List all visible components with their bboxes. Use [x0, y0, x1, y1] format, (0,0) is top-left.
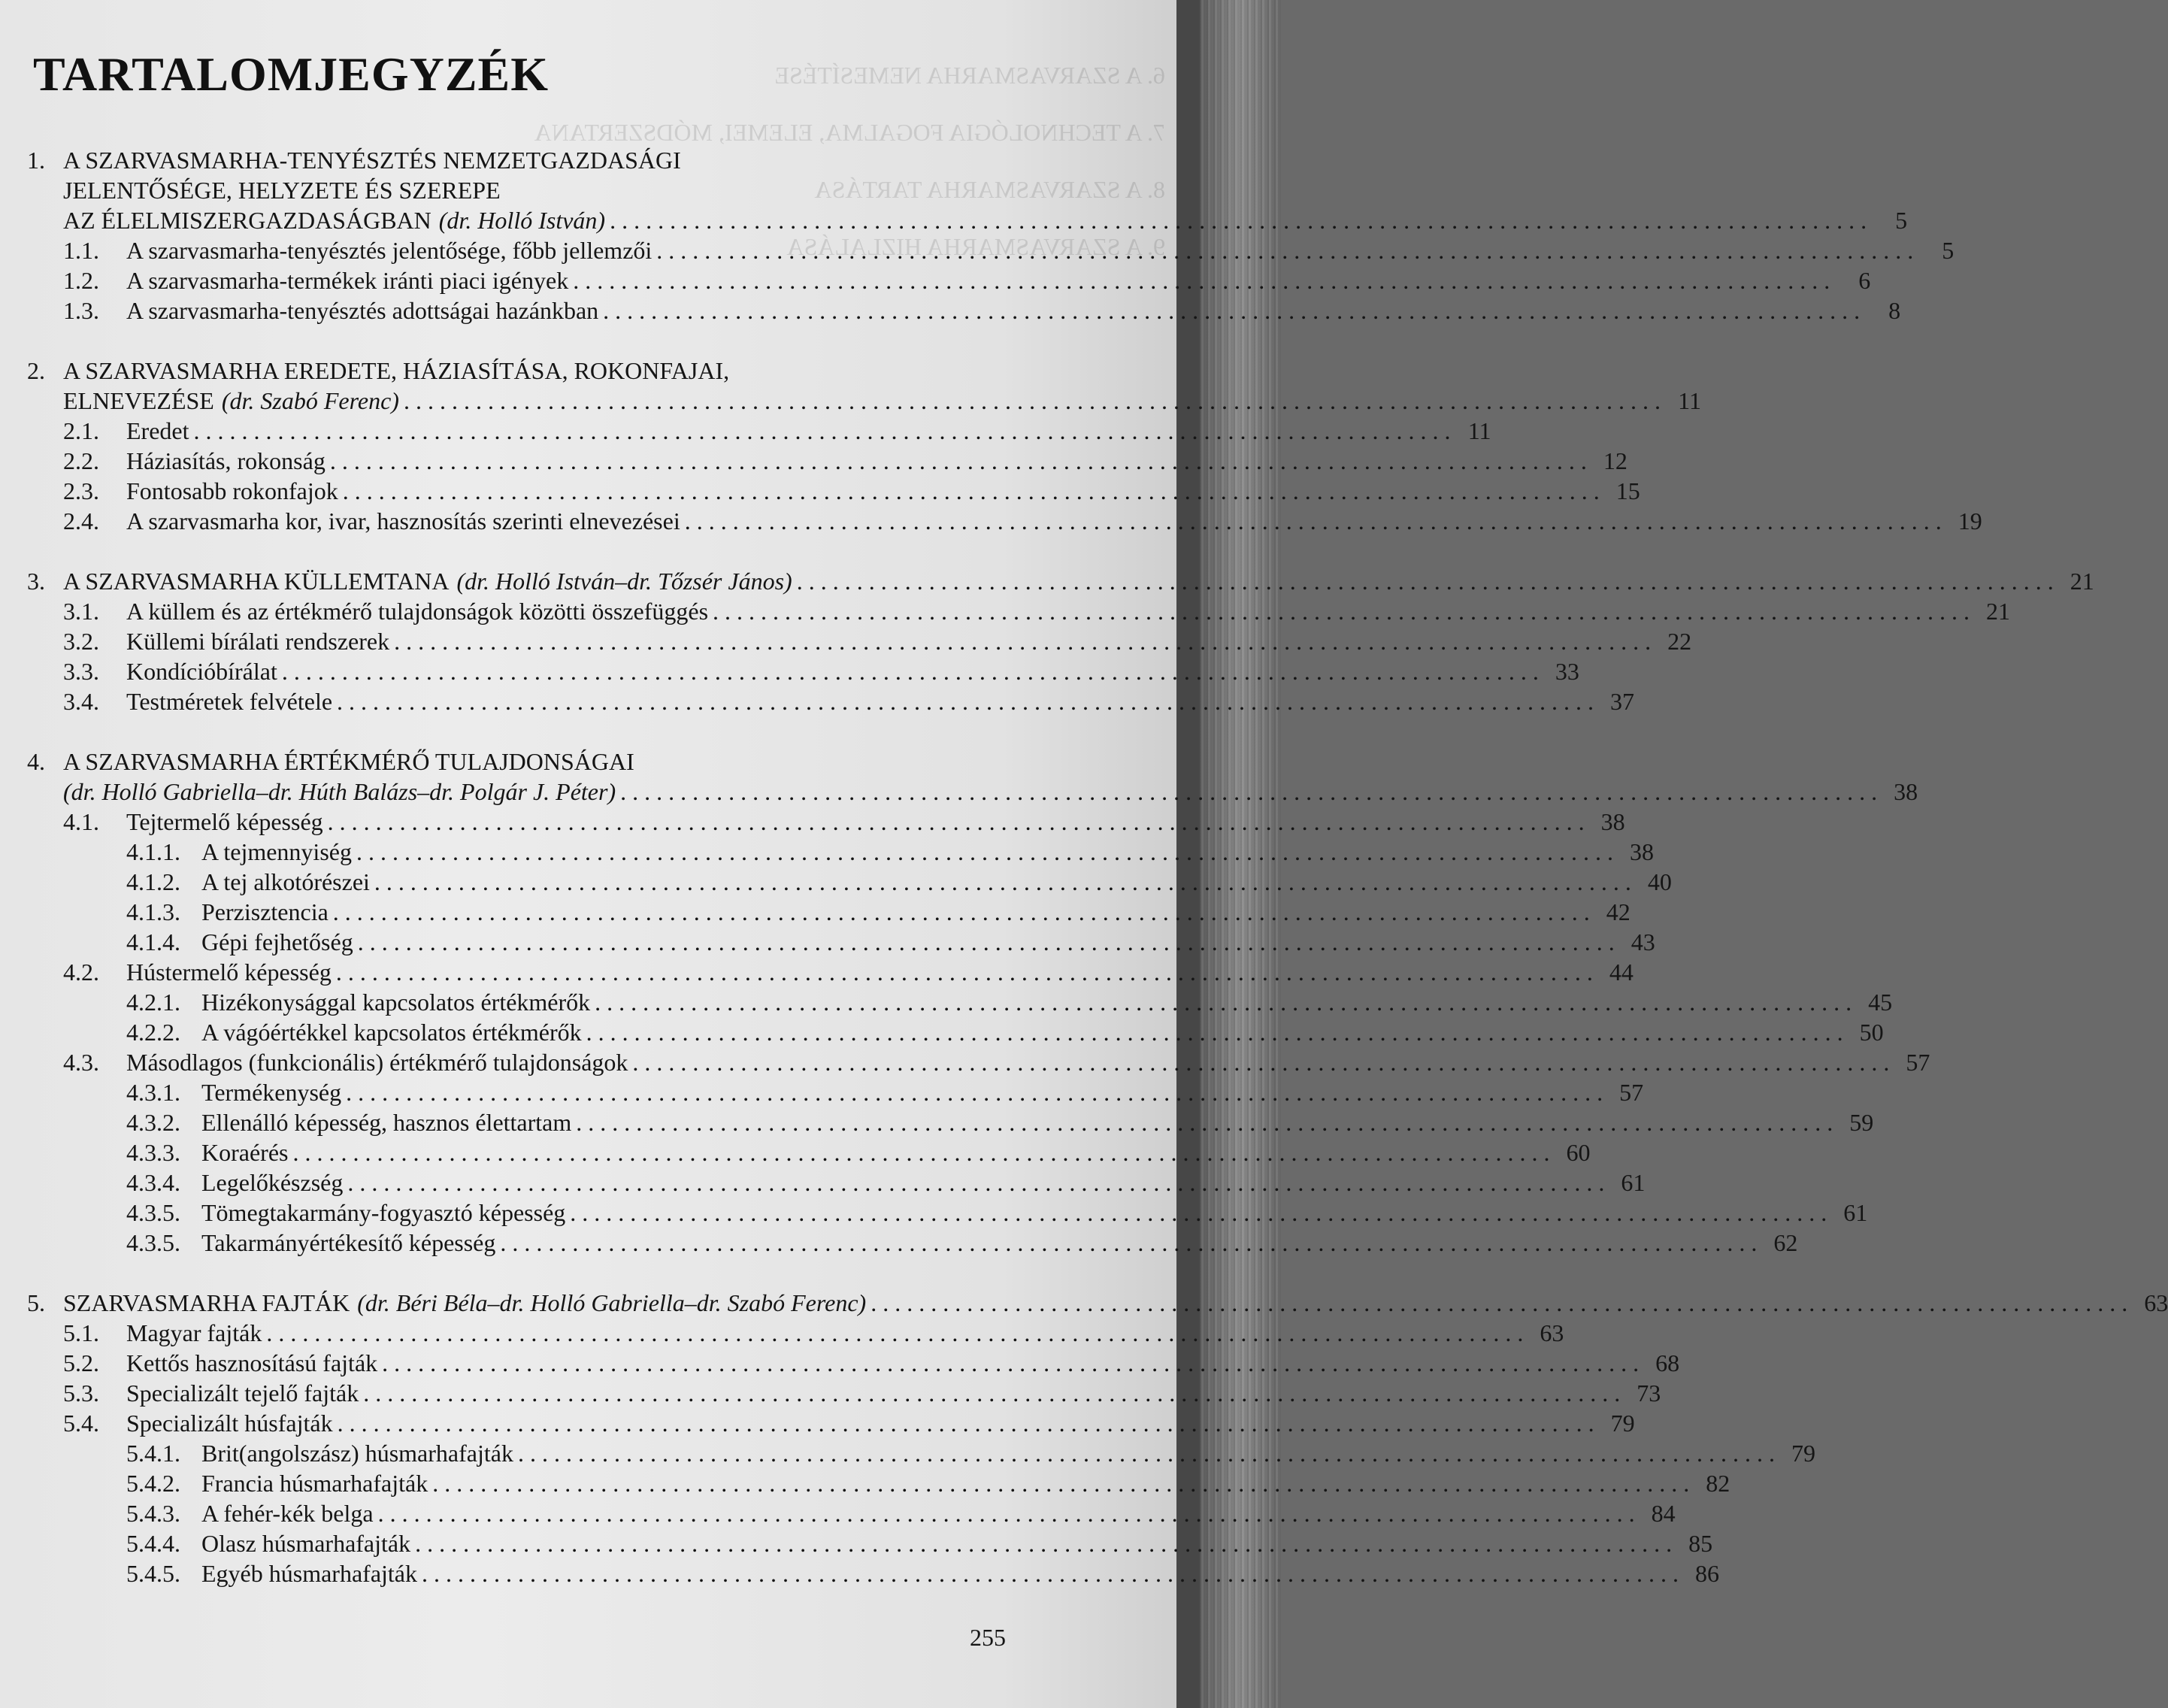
- entry-number: 5.4.5.: [126, 1560, 180, 1587]
- entry-page: 57: [1906, 1049, 1930, 1076]
- toc-entry: [27, 656, 1579, 686]
- entry-page: 85: [1688, 1530, 1713, 1557]
- toc-entry: [27, 235, 1955, 265]
- toc-entry: [27, 506, 1982, 536]
- entry-text: Másodlagos (funkcionális) értékmérő tulajdonságok: [126, 1049, 628, 1076]
- entry-text: Kondícióbírálat: [126, 658, 277, 685]
- entry-text: A szarvasmarha kor, ivar, hasznosítás szerinti elnevezései: [126, 507, 680, 535]
- entry-text: A tej alkotórészei: [201, 868, 370, 895]
- entry-text: Tejtermelő képesség: [126, 808, 323, 835]
- entry-page: 86: [1695, 1560, 1719, 1587]
- entry-text: Ellenálló képesség, hasznos élettartam: [201, 1109, 572, 1136]
- toc-entry: [27, 957, 1634, 987]
- chapter-section: [27, 746, 1930, 1258]
- chapter-page: 63: [2144, 1289, 2168, 1316]
- entry-page: 63: [1540, 1319, 1564, 1346]
- toc-entry: [27, 686, 1635, 716]
- chapter-title-line: JELENTŐSÉGE, HELYZETE ÉS SZEREPE: [63, 177, 501, 204]
- dot-leader: [586, 1017, 1843, 1047]
- entry-number: 4.1.1.: [126, 838, 180, 865]
- entry-number: 4.2.: [63, 958, 99, 986]
- entry-page: 37: [1610, 688, 1635, 715]
- dot-leader: [432, 1468, 1689, 1498]
- entry-number: 4.1.: [63, 808, 99, 835]
- show-through-line: 9. A SZARVASMARHA HIZLALÁSA: [786, 233, 1165, 260]
- entry-page: 45: [1868, 989, 1893, 1016]
- toc-subentry: [27, 1167, 1646, 1198]
- chapter-title-line: [63, 1288, 2168, 1318]
- entry-page: 73: [1637, 1379, 1661, 1407]
- dot-leader: [620, 777, 1877, 807]
- chapter-title-line: [63, 566, 2094, 596]
- chapter-page: 5: [1895, 207, 1908, 234]
- dot-leader: [358, 927, 1615, 957]
- entry-page: 61: [1843, 1199, 1868, 1226]
- entry-text: Egyéb húsmarhafajták: [201, 1560, 417, 1587]
- dot-leader: [363, 1378, 1620, 1408]
- toc-entry: [27, 416, 1491, 446]
- dot-leader: [346, 1077, 1603, 1107]
- show-through-line: 6. A SZARVASMARHA NEMESÍTÉSE: [774, 62, 1165, 89]
- entry-text: Magyar fajták: [126, 1319, 262, 1346]
- entry-text: Háziasítás, rokonság: [126, 447, 326, 474]
- chapter-title: [63, 356, 1701, 416]
- toc-entry: [27, 1348, 1680, 1378]
- dot-leader: [797, 566, 2054, 596]
- chapter-title-text: SZARVASMARHA FAJTÁK: [63, 1289, 350, 1316]
- dot-leader: [685, 506, 1942, 536]
- dot-leader: [422, 1558, 1679, 1588]
- entry-page: 68: [1655, 1349, 1680, 1376]
- dot-leader: [656, 235, 1913, 265]
- entry-number: 1.1.: [63, 237, 99, 264]
- entry-text: Küllemi bírálati rendszerek: [126, 628, 390, 655]
- dot-leader: [570, 1198, 1827, 1228]
- entry-number: 4.3.5.: [126, 1229, 180, 1256]
- entry-number: 5.4.4.: [126, 1530, 180, 1557]
- toc-subentry: [27, 1077, 1644, 1107]
- toc-subentry: [27, 1228, 1798, 1258]
- dot-leader: [603, 295, 1860, 326]
- entry-page: 82: [1706, 1470, 1730, 1497]
- chapter-section: [27, 145, 1955, 326]
- dot-leader: [394, 626, 1651, 656]
- entry-page: 60: [1566, 1139, 1591, 1166]
- chapter-title: [63, 746, 1918, 807]
- toc-entry: [27, 1047, 1930, 1077]
- dot-leader: [282, 656, 1539, 686]
- dot-leader: [347, 1167, 1604, 1198]
- dot-leader: [871, 1288, 2127, 1318]
- dot-leader: [343, 476, 1600, 506]
- toc-subentry: [27, 1498, 1676, 1528]
- entry-number: 3.1.: [63, 598, 99, 625]
- dot-leader: [415, 1528, 1672, 1558]
- entry-page: 38: [1600, 808, 1625, 835]
- toc-subentry: [27, 1558, 1719, 1588]
- chapter-author: (dr. Béri Béla–dr. Holló Gabriella–dr. Szabó Ferenc): [357, 1289, 867, 1316]
- entry-number: 2.2.: [63, 447, 99, 474]
- toc-entry: [27, 265, 1871, 295]
- toc-subentry: [27, 867, 1672, 897]
- toc-entry: [27, 1408, 1635, 1438]
- chapter-title-text: AZ ÉLELMISZERGAZDASÁGBAN: [63, 207, 431, 234]
- chapter-number: 4.: [27, 748, 45, 775]
- entry-page: 61: [1621, 1169, 1646, 1196]
- entry-number: 4.3.2.: [126, 1109, 180, 1136]
- entry-number: 4.3.5.: [126, 1199, 180, 1226]
- chapter-title-line: [63, 386, 1701, 416]
- toc-entry: [27, 807, 1625, 837]
- dot-leader: [330, 446, 1587, 476]
- entry-page: 79: [1610, 1410, 1635, 1437]
- entry-page: 57: [1619, 1079, 1644, 1106]
- entry-page: 62: [1773, 1229, 1798, 1256]
- entry-page: 43: [1631, 928, 1655, 955]
- toc-subentry: [27, 1107, 1874, 1137]
- entry-page: 59: [1849, 1109, 1874, 1136]
- toc-subentry: [27, 1017, 1884, 1047]
- entry-text: Eredet: [126, 417, 189, 444]
- chapter-heading: [27, 746, 1918, 807]
- entry-text: Perzisztencia: [201, 898, 329, 925]
- chapter-title-text: ELNEVEZÉSE: [63, 387, 214, 414]
- entry-page: 84: [1651, 1500, 1676, 1527]
- show-through-line: 7. A TECHNOLÓGIA FOGALMA, ELEMEI, MÓDSZERTANA: [534, 119, 1165, 146]
- dot-leader: [500, 1228, 1757, 1258]
- entry-number: 5.4.3.: [126, 1500, 180, 1527]
- entry-number: 4.2.1.: [126, 989, 180, 1016]
- chapter-title-line: A SZARVASMARHA EREDETE, HÁZIASÍTÁSA, ROKONFAJAI,: [63, 357, 730, 384]
- dot-leader: [632, 1047, 1889, 1077]
- chapter-heading: [27, 1288, 2168, 1318]
- entry-page: 15: [1615, 477, 1640, 504]
- dot-leader: [194, 416, 1451, 446]
- entry-page: 50: [1859, 1019, 1884, 1046]
- entry-page: 12: [1603, 447, 1628, 474]
- dot-leader: [336, 957, 1593, 987]
- chapter-author-line: [63, 777, 1918, 807]
- toc-entry: [27, 476, 1640, 506]
- entry-text: Takarmányértékesítő képesség: [201, 1229, 496, 1256]
- entry-number: 2.3.: [63, 477, 99, 504]
- entry-text: Termékenység: [201, 1079, 342, 1106]
- entry-text: A fehér-kék belga: [201, 1500, 374, 1527]
- chapter-title: [63, 145, 1907, 235]
- toc-subentry: [27, 1198, 1868, 1228]
- entry-number: 5.2.: [63, 1349, 99, 1376]
- entry-number: 2.4.: [63, 507, 99, 535]
- entry-text: A szarvasmarha-termékek iránti piaci igények: [126, 267, 569, 294]
- entry-page: 33: [1555, 658, 1579, 685]
- dot-leader: [576, 1107, 1833, 1137]
- dot-leader: [713, 596, 1970, 626]
- entry-page: 40: [1647, 868, 1672, 895]
- toc-subentry: [27, 837, 1654, 867]
- entry-text: Gépi fejhetőség: [201, 928, 353, 955]
- entry-number: 4.3.4.: [126, 1169, 180, 1196]
- chapter-page: 11: [1678, 387, 1701, 414]
- entry-number: 3.2.: [63, 628, 99, 655]
- entry-number: 2.1.: [63, 417, 99, 444]
- entry-page: 5: [1942, 237, 1955, 264]
- entry-number: 1.2.: [63, 267, 99, 294]
- chapter-section: [27, 1288, 2168, 1588]
- chapter-section: [27, 566, 2094, 716]
- toc-entry: [27, 626, 1692, 656]
- entry-page: 21: [1986, 598, 2011, 625]
- entry-text: Tömegtakarmány-fogyasztó képesség: [201, 1199, 566, 1226]
- toc-subentry: [27, 897, 1631, 927]
- chapter-number: 1.: [27, 147, 45, 174]
- entry-text: Testméretek felvétele: [126, 688, 333, 715]
- chapter-heading: [27, 356, 1701, 416]
- entry-text: Brit(angolszász) húsmarhafajták: [201, 1440, 513, 1467]
- chapter-author: (dr. Szabó Ferenc): [221, 387, 399, 414]
- table-of-contents: [27, 145, 2168, 1619]
- entry-number: 4.2.2.: [126, 1019, 180, 1046]
- entry-number: 4.3.: [63, 1049, 99, 1076]
- toc-subentry: [27, 1468, 1730, 1498]
- show-through-line: 8. A SZARVASMARHA TARTÁSA: [814, 176, 1165, 203]
- chapter-heading: [27, 145, 1908, 235]
- entry-page: 8: [1888, 297, 1901, 324]
- entry-page: 22: [1667, 628, 1692, 655]
- entry-text: Olasz húsmarhafajták: [201, 1530, 411, 1557]
- entry-text: Fontosabb rokonfajok: [126, 477, 338, 504]
- dot-leader: [404, 386, 1661, 416]
- dot-leader: [338, 1408, 1594, 1438]
- dot-leader: [610, 205, 1867, 235]
- toc-entry: [27, 446, 1628, 476]
- dot-leader: [595, 987, 1852, 1017]
- dot-leader: [333, 897, 1590, 927]
- entry-number: 3.3.: [63, 658, 99, 685]
- chapter-author: (dr. Holló István): [438, 207, 606, 234]
- chapter-number: 2.: [27, 357, 45, 384]
- entry-page: 42: [1606, 898, 1631, 925]
- entry-page: 19: [1958, 507, 1982, 535]
- entry-number: 4.1.4.: [126, 928, 180, 955]
- dot-leader: [328, 807, 1585, 837]
- entry-text: A küllem és az értékmérő tulajdonságok közötti összefüggés: [126, 598, 709, 625]
- toc-subentry: [27, 987, 1893, 1017]
- entry-page: 44: [1609, 958, 1634, 986]
- entry-number: 4.1.2.: [126, 868, 180, 895]
- entry-text: Specializált húsfajták: [126, 1410, 333, 1437]
- entry-number: 4.1.3.: [126, 898, 180, 925]
- chapter-title-line: A SZARVASMARHA-TENYÉSZTÉS NEMZETGAZDASÁGI: [63, 147, 681, 174]
- entry-number: 5.1.: [63, 1319, 99, 1346]
- toc-entry: [27, 596, 2011, 626]
- entry-text: Specializált tejelő fajták: [126, 1379, 359, 1407]
- entry-page: 6: [1858, 267, 1871, 294]
- dot-leader: [518, 1438, 1775, 1468]
- toc-entry: [27, 1318, 1564, 1348]
- entry-text: Hizékonysággal kapcsolatos értékmérők: [201, 989, 591, 1016]
- entry-text: Hústermelő képesség: [126, 958, 332, 986]
- dot-leader: [356, 837, 1613, 867]
- toc-subentry: [27, 1137, 1591, 1167]
- chapter-heading: [27, 566, 2094, 596]
- chapter-page: 21: [2070, 568, 2094, 595]
- toc-subentry: [27, 1528, 1713, 1558]
- entry-text: A szarvasmarha-tenyésztés adottságai hazánkban: [126, 297, 599, 324]
- entry-text: Francia húsmarhafajták: [201, 1470, 428, 1497]
- chapter-title-line: A SZARVASMARHA ÉRTÉKMÉRŐ TULAJDONSÁGAI: [63, 748, 634, 775]
- page-title: TARTALOMJEGYZÉK: [33, 47, 549, 101]
- chapter-title-line: [63, 205, 1907, 235]
- dot-leader: [382, 1348, 1639, 1378]
- chapter-title: [63, 566, 2094, 596]
- entry-number: 5.4.1.: [126, 1440, 180, 1467]
- entry-number: 5.4.: [63, 1410, 99, 1437]
- chapter-author: (dr. Holló István–dr. Tőzsér János): [456, 568, 792, 595]
- dot-leader: [573, 265, 1830, 295]
- dot-leader: [337, 686, 1594, 716]
- dot-leader: [374, 867, 1631, 897]
- entry-text: A vágóértékkel kapcsolatos értékmérők: [201, 1019, 582, 1046]
- chapter-number: 3.: [27, 568, 45, 595]
- entry-page: 11: [1467, 417, 1491, 444]
- entry-text: Legelőkészség: [201, 1169, 344, 1196]
- dot-leader: [292, 1137, 1549, 1167]
- dot-leader: [266, 1318, 1523, 1348]
- entry-number: 5.3.: [63, 1379, 99, 1407]
- chapter-author: (dr. Holló Gabriella–dr. Húth Balázs–dr. Polgár J. Péter): [63, 778, 616, 805]
- toc-entry: [27, 295, 1901, 326]
- chapter-title-text: A SZARVASMARHA KÜLLEMTANA: [63, 568, 450, 595]
- chapter-section: [27, 356, 1982, 536]
- toc-subentry: [27, 927, 1655, 957]
- entry-text: A szarvasmarha-tenyésztés jelentősége, főbb jellemzői: [126, 237, 653, 264]
- entry-number: 1.3.: [63, 297, 99, 324]
- chapter-title: [63, 1288, 2168, 1318]
- toc-subentry: [27, 1438, 1815, 1468]
- dot-leader: [378, 1498, 1635, 1528]
- chapter-number: 5.: [27, 1289, 45, 1316]
- entry-number: 4.3.1.: [126, 1079, 180, 1106]
- entry-text: Koraérés: [201, 1139, 289, 1166]
- toc-entry: [27, 1378, 1661, 1408]
- page-number: 255: [970, 1624, 1006, 1651]
- entry-number: 3.4.: [63, 688, 99, 715]
- entry-text: Kettős hasznosítású fajták: [126, 1349, 378, 1376]
- entry-page: 79: [1791, 1440, 1815, 1467]
- entry-number: 5.4.2.: [126, 1470, 180, 1497]
- entry-page: 38: [1629, 838, 1654, 865]
- entry-number: 4.3.3.: [126, 1139, 180, 1166]
- entry-text: A tejmennyiség: [201, 838, 352, 865]
- chapter-page: 38: [1894, 778, 1918, 805]
